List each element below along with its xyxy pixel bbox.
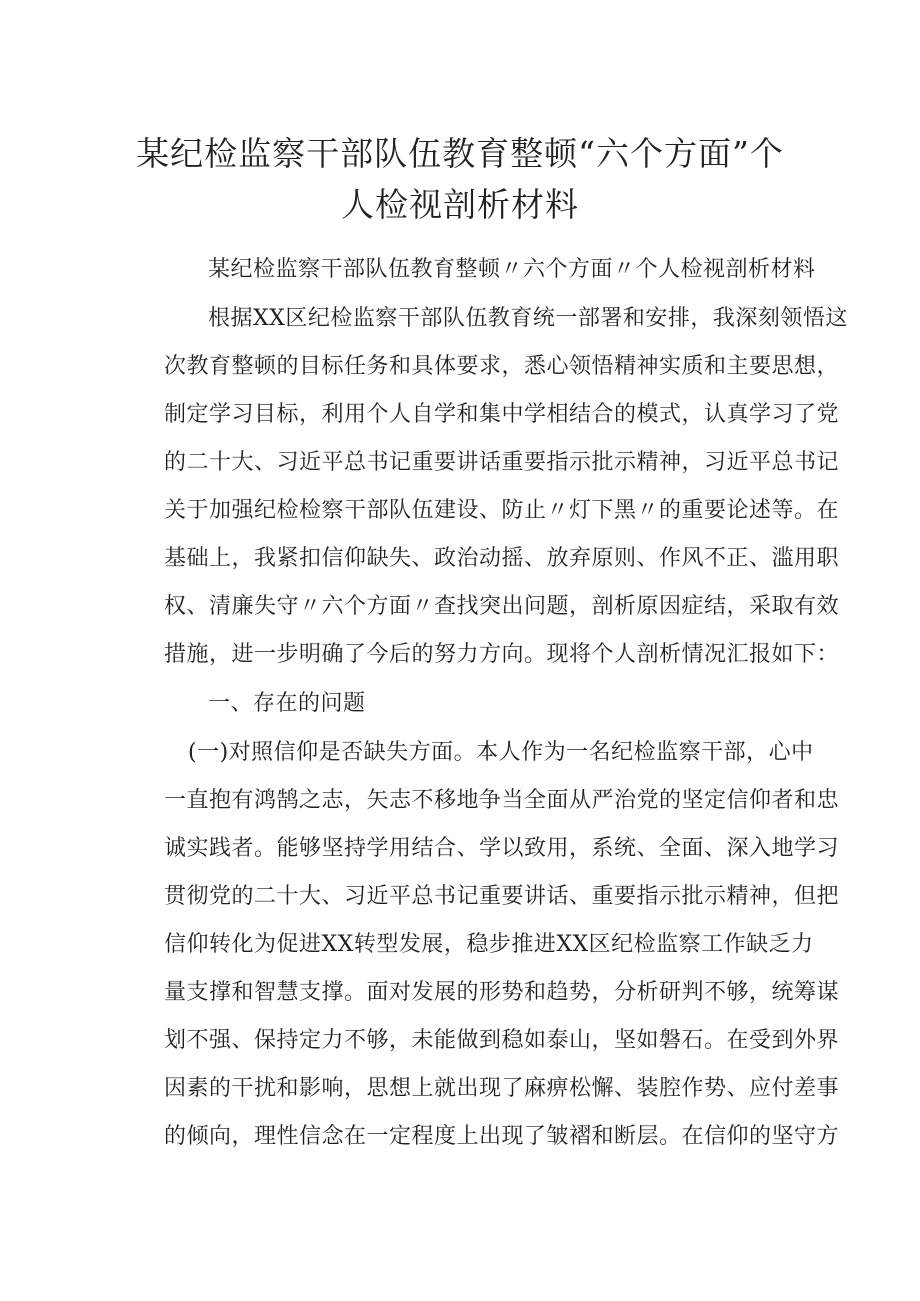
paragraph-1-line: 措施，进一步明确了今后的努力方向。现将个人剖析情况汇报如下： [164, 642, 840, 667]
paragraph-2-line: 一直抱有鸿鹄之志，矢志不移地争当全面从严治党的坚定信仰者和忠 [164, 788, 840, 813]
section-heading-problems: 一、存在的问题 [208, 691, 366, 716]
paragraph-2-line: 信仰转化为促进XX转型发展，稳步推进XX区纪检监察工作缺乏力 [164, 932, 814, 957]
paragraph-1-line: 权、清廉失守〃六个方面〃查找突出问题，剖析原因症结，采取有效 [164, 594, 840, 619]
paragraph-2-line: 贯彻党的二十大、习近平总书记重要讲话、重要指示批示精神，但把 [164, 884, 840, 909]
paragraph-2-line: 量支撑和智慧支撑。面对发展的形势和趋势，分析研判不够，统筹谋 [164, 980, 840, 1005]
paragraph-1-line: 制定学习目标，利用个人自学和集中学相结合的模式，认真学习了党 [164, 402, 840, 427]
paragraph-2-line: 划不强、保持定力不够，未能做到稳如泰山，坚如磐石。在受到外界 [164, 1028, 840, 1053]
document-title-line-1: 某纪检监察干部队伍教育整顿“六个方面”个 [136, 134, 784, 173]
paragraph-1-line: 次教育整顿的目标任务和具体要求，悉心领悟精神实质和主要思想， [164, 354, 840, 379]
paragraph-1-line: 关于加强纪检检察干部队伍建设、防止〃灯下黑〃的重要论述等。在 [164, 498, 840, 523]
paragraph-2-line: (一)对照信仰是否缺失方面。本人作为一名纪检监察干部，心中 [188, 740, 814, 765]
document-subtitle: 某纪检监察干部队伍教育整顿〃六个方面〃个人检视剖析材料 [208, 257, 816, 282]
paragraph-1-line: 根据XX区纪检监察干部队伍教育统一部署和安排，我深刻领悟这 [208, 306, 848, 331]
paragraph-2-line: 诚实践者。能够坚持学用结合、学以致用，系统、全面、深入地学习 [164, 836, 840, 861]
paragraph-2-line: 因素的干扰和影响，思想上就出现了麻痹松懈、装腔作势、应付差事 [164, 1076, 840, 1101]
paragraph-1-line: 的二十大、习近平总书记重要讲话重要指示批示精神，习近平总书记 [164, 450, 840, 475]
paragraph-1-line: 基础上，我紧扣信仰缺失、政治动摇、放弃原则、作风不正、滥用职 [164, 546, 840, 571]
paragraph-2-line: 的倾向，理性信念在一定程度上出现了皱褶和断层。在信仰的坚守方 [164, 1124, 840, 1149]
document-title-line-2: 人检视剖析材料 [341, 185, 579, 224]
